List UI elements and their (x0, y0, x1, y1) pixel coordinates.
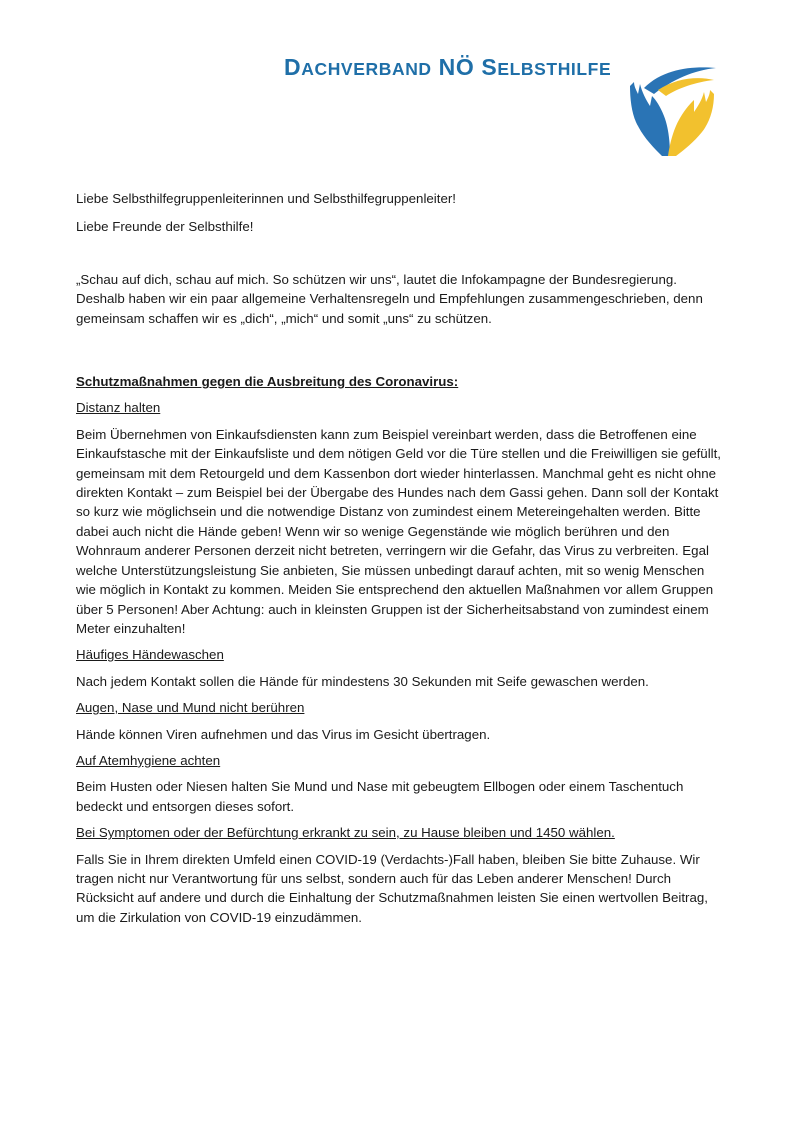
subheading-symptome: Bei Symptomen oder der Befürchtung erkrankt zu sein, zu Hause bleiben und 1450 wählen. (76, 825, 615, 841)
subheading-distanz: Distanz halten (76, 400, 161, 416)
hand-yellow (668, 90, 714, 156)
organization-title (284, 54, 611, 81)
org-last-rest: ELBSTHILFE (497, 59, 612, 79)
paragraph-symptome: Falls Sie in Ihrem direkten Umfeld einen COVID-19 (Verdachts-)Fall haben, bleiben Sie bitte Zuhause. Wir tragen nicht nur Verantwortung für uns selbst, sondern auch für das Leben anderer Menschen! Durch Rücksicht auf andere und durch die Einhaltung der Schutzmaßnahmen leisten Sie einen wertvollen Beitrag, um die Zirkulation von COVID-19 einzudämmen. (76, 851, 708, 925)
org-mid: NÖ (438, 54, 475, 80)
paragraph-haendewaschen: Nach jedem Kontakt sollen die Hände für mindestens 30 Sekunden mit Seife gewaschen werden. (76, 673, 649, 689)
hands-icon (624, 60, 720, 160)
greeting-line-1: Liebe Selbsthilfegruppenleiterinnen und Selbsthilfegruppenleiter! (76, 191, 456, 206)
subheading-haendewaschen: Häufiges Händewaschen (76, 647, 224, 663)
org-first-rest: ACHVERBAND (301, 59, 432, 79)
paragraph-augen-nase-mund: Hände können Viren aufnehmen und das Virus im Gesicht übertragen. (76, 726, 491, 742)
greeting-line-2: Liebe Freunde der Selbsthilfe! (76, 219, 254, 235)
paragraph-atemhygiene: Beim Husten oder Niesen halten Sie Mund und Nase mit gebeugtem Ellbogen oder einem Taschentuch bedeckt und entsorgen dieses sofort. (76, 779, 684, 814)
org-last-initial: S (481, 54, 498, 80)
subheading-augen-nase-mund: Augen, Nase und Mund nicht berühren (76, 700, 305, 716)
subheading-atemhygiene: Auf Atemhygiene achten (76, 752, 221, 768)
paragraph-distanz: Beim Übernehmen von Einkaufsdiensten kann zum Beispiel vereinbart werden, dass die Betroffenen eine Einkaufstasche mit der Einkaufsliste und dem nötigen Geld vor die Türe stellen und die Freiwilligen sie gefüllt, gemeinsam mit dem Retourgeld und dem Kassenbon dort wieder hinterlassen. Manchmal geht es nicht ohne direkten Kontakt – zum Beispiel bei der Übergabe des Hundes nach dem Gassi gehen. Dann soll der Kontakt so kurz wie möglichsein und die notwendige Distanz von zumindest einem Metereingehalten werden. Bitte dabei auch nicht die Hände geben! Wenn wir so wenige Gegenstände wie möglich berühren und den Wohnraum anderer Personen derzeit nicht betreten, verringern wir die Gefahr, das Virus zu verbreiten. Egal welche Unterstützungsleistung Sie anbieten, Sie müssen unbedingt darauf achten, mit so wenig Menschen wie möglich in Kontakt zu kommen. Meiden Sie entsprechend den aktuellen Maßnahmen vor allem Gruppen über 5 Personen! Aber Achtung: auch in kleinsten Gruppen ist der Sicherheitsabstand von zumindest einem Meter einzuhalten! (76, 426, 721, 636)
org-first-initial: D (284, 54, 302, 80)
section-title: Schutzmaßnahmen gegen die Ausbreitung des Coronavirus: (76, 374, 459, 390)
letter-body (76, 189, 721, 934)
intro-paragraph: „Schau auf dich, schau auf mich. So schützen wir uns“, lautet die Infokampagne der Bundesregierung. Deshalb haben wir ein paar allgemeine Verhaltensregeln und Empfehlungen zusammengeschrieben, denn gemeinsam schaffen wir es „dich“, „mich“ und somit „uns“ zu schützen. (76, 271, 703, 326)
